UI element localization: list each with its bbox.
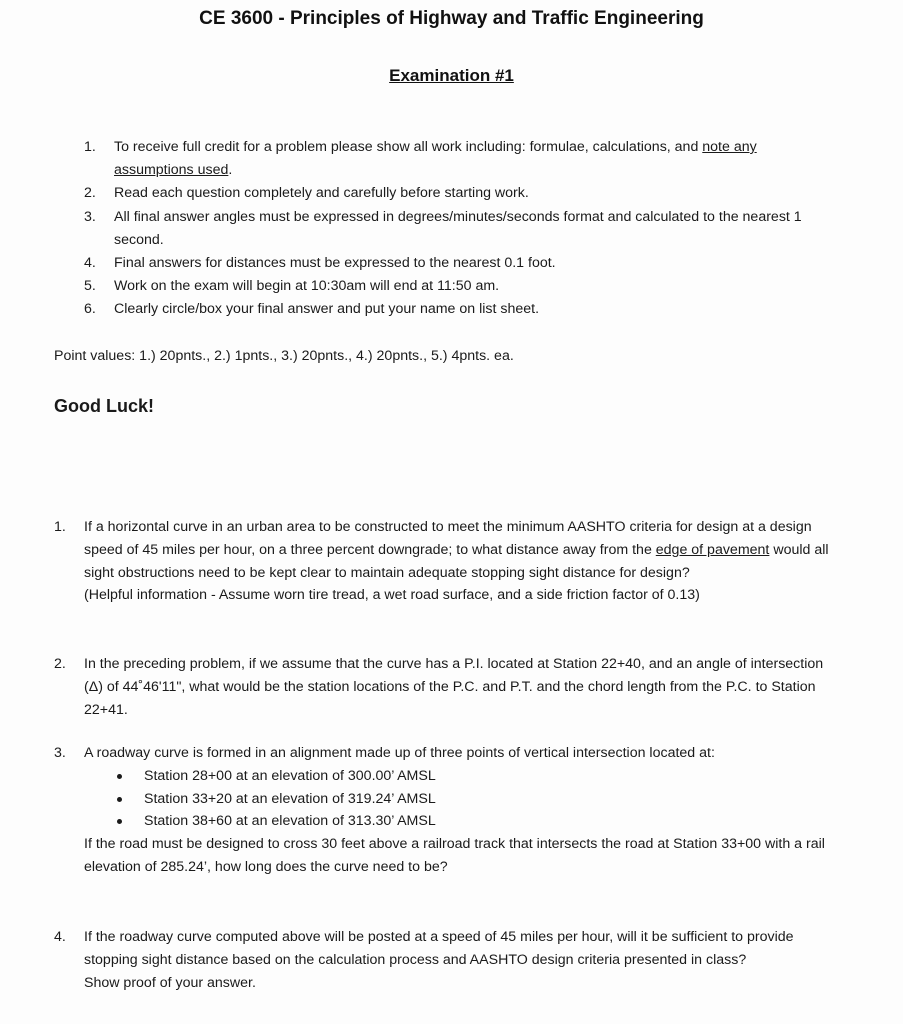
question-text: If a horizontal curve in an urban area to be constructed to meet the minimum AASHTO criteria for design at a design speed of 45 miles per hour, on a three percent downgrade; to what distance away from the (84, 519, 812, 558)
course-title: CE 3600 - Principles of Highway and Traffic Engineering (199, 8, 704, 29)
instruction-number: 3. (84, 208, 96, 225)
show-proof-text: Show proof of your answer. (84, 974, 256, 991)
question-text: If the roadway curve computed above will be posted at a speed of 45 miles per hour, will it be sufficient to provide stopping sight distance based on the calculation process and AASHTO design criteria presented in class? (84, 929, 794, 968)
pvi-list (84, 765, 834, 833)
instruction-number: 1. (84, 139, 96, 155)
instruction-underlined-text: note any assumptions used (114, 139, 757, 179)
question-body (84, 653, 834, 721)
pvi-item: Station 28+00 at an elevation of 300.00’ AMSL (114, 765, 834, 788)
instruction-number: 2. (84, 185, 96, 202)
instruction-text: Clearly circle/box your final answer and put your name on list sheet. (114, 301, 540, 318)
exam-title-text: Examination #1 (389, 66, 514, 85)
question-text-continued: would all sight obstructions need to be kept clear to maintain adequate stopping sight distance for design? (84, 541, 829, 581)
helpful-information: (Helpful information - Assume worn tire tread, a wet road surface, and a side friction factor of 0.13) (84, 587, 700, 604)
instruction-number: 4. (84, 255, 96, 272)
pvi-item: Station 33+20 at an elevation of 319.24’ AMSL (114, 788, 834, 811)
question-3 (54, 742, 834, 879)
question-underlined-text: edge of pavement (655, 541, 770, 558)
instruction-item (84, 298, 824, 321)
instruction-item (84, 206, 824, 252)
question-body (84, 516, 834, 607)
instruction-item (84, 275, 824, 298)
instruction-text: To receive full credit for a problem please show all work including: formulae, calculations, and (114, 139, 703, 155)
instruction-item (84, 182, 824, 205)
instruction-number: 6. (84, 301, 96, 318)
point-values: Point values: 1.) 20pnts., 2.) 1pnts., 3.) 20pnts., 4.) 20pnts., 5.) 4pnts. ea. (54, 348, 514, 364)
pvi-item: Station 38+60 at an elevation of 313.30’ AMSL (114, 810, 834, 833)
instruction-item (84, 252, 824, 275)
question-number: 3. (54, 745, 66, 761)
question-2 (54, 653, 834, 721)
instruction-text: Final answers for distances must be expressed to the nearest 0.1 foot. (114, 255, 556, 272)
good-luck-heading: Good Luck! (54, 396, 154, 416)
instruction-item (84, 136, 824, 182)
question-intro: A roadway curve is formed in an alignment made up of three points of vertical intersection located at: (84, 745, 715, 761)
question-body (84, 926, 834, 994)
question-number: 4. (54, 929, 66, 945)
question-body (84, 742, 834, 879)
instruction-text-end: . (228, 162, 233, 179)
question-4 (54, 926, 834, 994)
exam-title (0, 66, 903, 86)
instruction-text: All final answer angles must be expressed in degrees/minutes/seconds format and calculated to the nearest 1 second. (114, 208, 802, 248)
instruction-text: Read each question completely and carefully before starting work. (114, 185, 529, 202)
instruction-number: 5. (84, 278, 96, 295)
question-number: 1. (54, 519, 66, 535)
question-number: 2. (54, 656, 66, 672)
question-1 (54, 516, 834, 607)
question-outro: If the road must be designed to cross 30 feet above a railroad track that intersects the road at Station 33+00 with a rail elevation of 285.24’, how long does the curve need to be? (84, 836, 825, 875)
question-text: In the preceding problem, if we assume that the curve has a P.I. located at Station 22+40, and an angle of intersection (Δ) of 44˚46'11", what would be the station locations of the P.C. and P.T. and the chord length from the P.C. to Station 22+41. (84, 656, 824, 718)
instruction-text: Work on the exam will begin at 10:30am will end at 11:50 am. (114, 278, 500, 295)
instructions-list (84, 136, 824, 322)
